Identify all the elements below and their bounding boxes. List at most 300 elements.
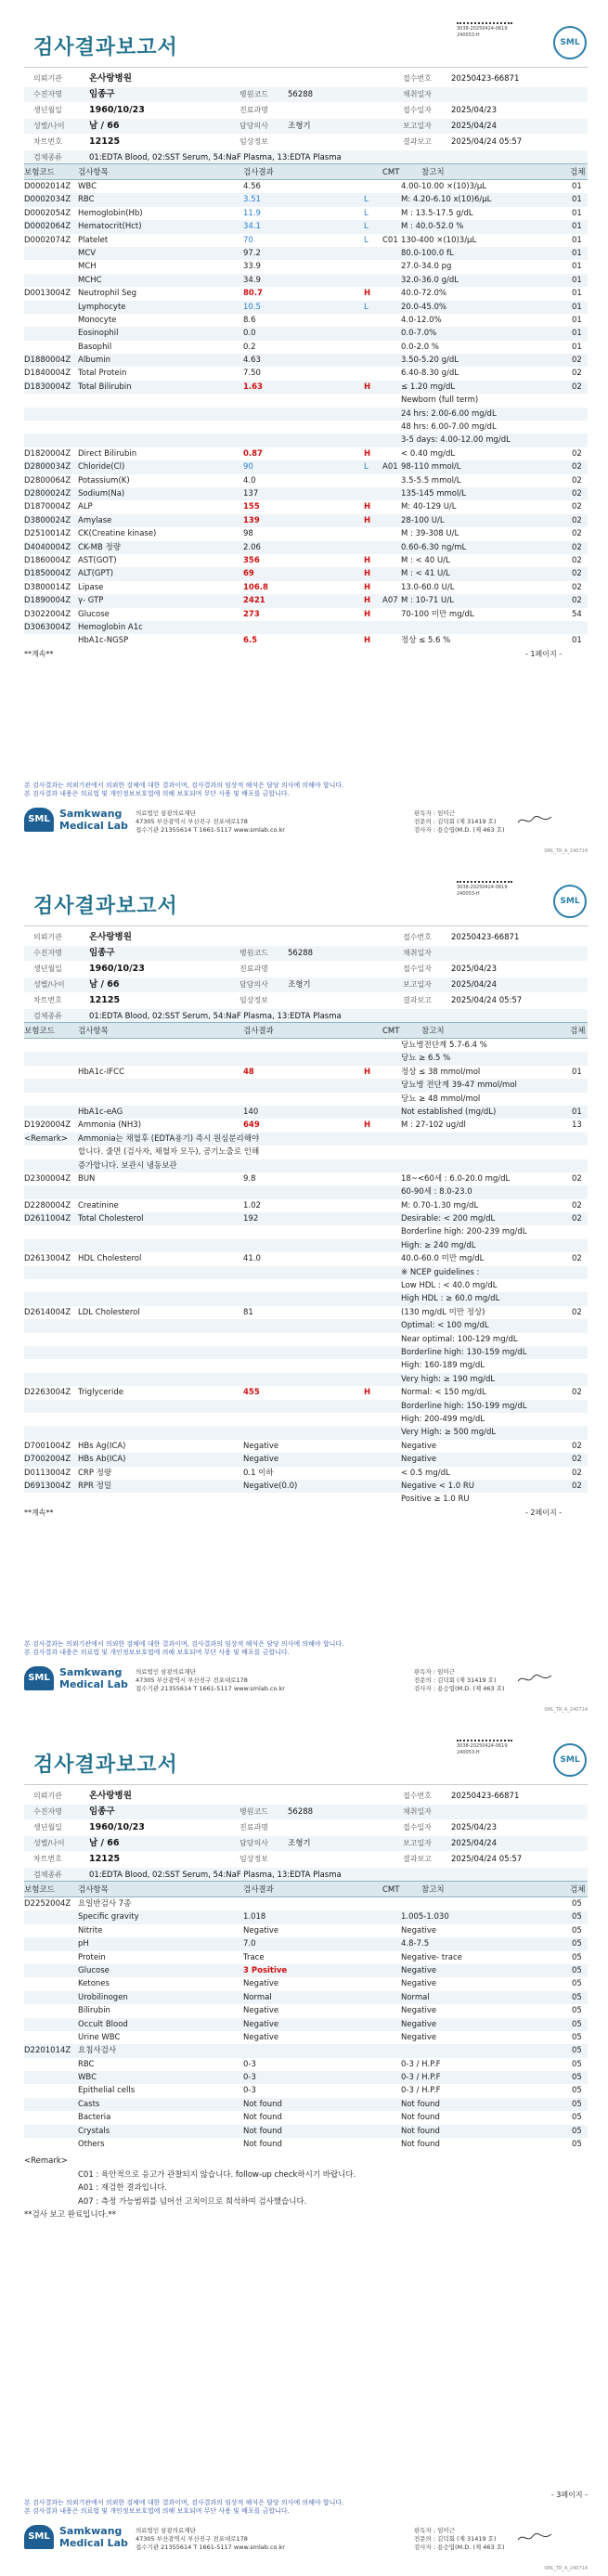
- cell-item: LDL Cholesterol: [78, 1307, 140, 1317]
- cell-ref: Not found: [401, 2126, 440, 2136]
- cell-code: D3063004Z: [24, 622, 71, 632]
- cell-ref: Negative: [401, 1965, 437, 1975]
- cell-ref: Desirable: < 200 mg/dL: [401, 1214, 496, 1224]
- cell-ref: (130 mg/dL 미만 정상): [401, 1307, 485, 1317]
- cell-result: 139: [243, 515, 260, 525]
- cell-code: D0013004Z: [24, 289, 71, 299]
- cell-ref: M : 10-71 U/L: [401, 596, 454, 606]
- cell-result: 192: [243, 1214, 259, 1224]
- cell-spec: 02: [572, 1254, 582, 1264]
- cell-code: D2300004Z: [24, 1173, 71, 1184]
- cell-result: 41.0: [243, 1254, 261, 1264]
- cell-ref: Normal: < 150 mg/dL: [401, 1388, 486, 1398]
- cell-result: 69: [243, 569, 254, 579]
- table-row: [24, 2018, 588, 2031]
- cell-spec: 05: [572, 1965, 582, 1975]
- table-row: [24, 1266, 588, 1279]
- table-row: [24, 421, 588, 434]
- sml-logo-icon: SML: [553, 26, 587, 59]
- cell-code: D2800034Z: [24, 462, 71, 472]
- cell-ref: 24 hrs: 2.00-6.00 mg/dL: [401, 408, 497, 419]
- results-table-header: 보험코드 검사항목 검사결과 CMT 참고치 검체: [24, 1881, 588, 1897]
- cell-spec: 01: [572, 342, 582, 352]
- cell-item: RBC: [78, 2059, 95, 2069]
- cell-spec: 05: [572, 1939, 582, 1949]
- cell-spec: 02: [572, 1468, 582, 1478]
- cell-spec: 05: [572, 1899, 582, 1909]
- table-row: [24, 1440, 588, 1453]
- cell-spec: 01: [572, 315, 582, 325]
- cell-result: 80.7: [243, 289, 263, 299]
- cell-result: 0.0: [243, 329, 256, 339]
- table-row: [24, 1413, 588, 1426]
- table-row: [24, 1333, 588, 1346]
- cell-result: 7.0: [243, 1939, 256, 1949]
- table-row: [24, 1119, 588, 1132]
- cell-ref: 4.00-10.00 ×(10)3/μL: [401, 182, 487, 191]
- cell-result: 34.9: [243, 275, 261, 285]
- cell-spec: 02: [572, 1481, 582, 1491]
- cell-item: CRP 정량: [78, 1468, 112, 1478]
- cell-result: 4.0: [243, 475, 256, 485]
- cell-item: Creatinine: [78, 1200, 119, 1210]
- cell-ref: 13.0-60.0 U/L: [401, 582, 455, 592]
- cell-ref: 28-100 U/L: [401, 515, 445, 525]
- cell-item: Sodium(Na): [78, 488, 125, 498]
- cell-ref: Not established (mg/dL): [401, 1107, 497, 1117]
- cell-ref: 40.0-60.0 미만 mg/dL: [401, 1254, 485, 1264]
- cell-code: D1820004Z: [24, 448, 71, 459]
- cell-ref: High: ≥ 240 mg/dL: [401, 1240, 476, 1250]
- report-title: 검사결과보고서: [33, 36, 178, 59]
- cell-item: Lipase: [78, 582, 104, 592]
- cell-flag: L: [364, 462, 369, 472]
- results-table-header: 보험코드 검사항목 검사결과 CMT 참고치 검체: [24, 1022, 588, 1039]
- cell-ref: 0-3 / H.P.F: [401, 2073, 441, 2083]
- cell-ref: 0-3 / H.P.F: [401, 2086, 441, 2096]
- lab-address: 의료법인 삼광의료재단 47305 부산광역시 부산진구 전포대로178 접수기관 21355614 T 1661-5117 www.smlab.co.kr: [136, 2527, 285, 2551]
- cell-result: 33.9: [243, 262, 261, 272]
- cell-ref: 60-90세 : 8.0-23.0: [401, 1187, 472, 1197]
- cell-item: 요침사검사: [78, 2046, 117, 2056]
- cell-ref: 48 hrs: 6.00-7.00 mg/dL: [401, 422, 497, 433]
- cell-ref: Negative: [401, 1979, 437, 1989]
- cell-item: HbA1c-eAG: [78, 1107, 123, 1117]
- cell-cmt: A01: [382, 462, 398, 472]
- table-row: [24, 314, 588, 327]
- table-row: [24, 2031, 588, 2044]
- sml-logo-icon: SML: [24, 2525, 54, 2549]
- cell-ref: High: 160-189 mg/dL: [401, 1361, 485, 1371]
- cell-result: 48: [243, 1067, 254, 1077]
- report-page-2: 검사결과보고서 3038-20250424-0619 240053-H SML 의뢰기관 온사랑병원 접수번호 20250423-66871 수진자명 임종구 병원코드 56288 채취일자 생년월일 1960/10/23 진료과명 접수일자 2025/04/23 성별/나이 남 / 66 담당의사 조형기 보고일자 2025/04/24 차트번호 12125 임상정보 결과보고 2025/04/24 05:57 검체종류 01:EDTA Blood, 02:SST Serum, 54:NaF Plasma, 13:EDTA Plasma 보험코드 검사항목 검사결과 CMT 참고치 검체 당뇨병전단계 5.7-6.4 % 당뇨 ≥ 6.5 % HbA1c-IFCC 48 H 정상 ≤ 38 mmol/mol 01 당뇨병 전단계 39-47 mmol/mol 당뇨 ≥ 48 mmol/mol HbA1c-eAG 140 Not established (mg/dL) 01 D1920004Z Ammonia (NH3) 649 H M : 27-102 ug/dl 13 <Remark> Ammonia는 채혈후 (EDTA용기) 즉시 원심분리해야 합니다. 줄면 (검사자, 채혈자 모두), 공기노출로 인해 증가합니다. 보관시 냉동보관 D2300004Z BUN 9.8 18~<60세 : 6.0-20.0 mg/dL 02 60-90세 : 8.0-23.0 D2280004Z Creatinine 1.02 M: 0.70-1.30 mg/dL 02 D2611004Z Total Cholesterol 192 Desirable: < 200 mg/dL 02 Borderline high: 200-239 mg/dL High: ≥ 240 mg/dL D2613004Z HDL Cholesterol 41.0 40.0-60.0 미만 mg/dL 02 ※ NCEP guidelines : Low HDL : < 40.0 mg/dL High HDL : ≥ 60.0 mg/dL D2614004Z LDL Cholesterol 81 (130 mg/dL 미만 정상) 02 Optimal: < 100 mg/dL Near optimal: 100-129 mg/dL Borderline high: 130-159 mg/dL High: 160-189 mg/dL Very high: ≥ 190 mg/dL D2263004Z Triglyceride 455 H Normal: < 150 mg/dL 02 Borderline high: 150-199 mg/dL High: 200-499 mg/dL Very High: ≥ 500 mg/dL D7001004Z HBs Ag(ICA) Negative Negative 02 D7002004Z HBs Ab(ICA) Negative Negative 02 D0113004Z CRP 정량 0.1 이하 < 0.5 mg/dL 02 D6913004Z RPR 정밀 Negative(0.0) Negative < 1.0 RU 02 Positive ≥ 1.0 RU **계속** - 2페이지 -: [0, 859, 608, 1717]
- cell-spec: 05: [572, 2086, 582, 2096]
- cell-flag: H: [364, 515, 371, 525]
- table-row: [24, 1897, 588, 1910]
- cell-spec: 02: [572, 488, 582, 498]
- table-row: [24, 500, 588, 513]
- cell-ref: Very High: ≥ 500 mg/dL: [401, 1428, 497, 1438]
- cell-spec: 02: [572, 462, 582, 472]
- table-row: [24, 193, 588, 206]
- cell-spec: 01: [572, 329, 582, 339]
- cell-ref: 4.8-7.5: [401, 1939, 430, 1949]
- cell-result: 273: [243, 609, 260, 619]
- lab-footer: [24, 2521, 588, 2564]
- cell-spec: 01: [572, 182, 582, 191]
- table-row: [24, 1951, 588, 1964]
- cell-ref: ≤ 1.20 mg/dL: [401, 382, 456, 392]
- cell-spec: 02: [572, 596, 582, 606]
- cell-ref: Negative < 1.0 RU: [401, 1481, 475, 1491]
- hospital-name: 온사랑병원: [89, 73, 132, 84]
- table-row: [24, 1467, 588, 1480]
- cell-ref: 당뇨 ≥ 6.5 %: [401, 1054, 451, 1064]
- cell-code: D2613004Z: [24, 1254, 71, 1264]
- cell-flag: H: [364, 596, 371, 606]
- table-row: [24, 541, 588, 554]
- cell-spec: 01: [572, 302, 582, 312]
- cell-code: D0113004Z: [24, 1468, 71, 1478]
- table-row: [24, 1146, 588, 1159]
- cell-result: Negative: [243, 1455, 279, 1465]
- cell-result: 81: [243, 1307, 253, 1317]
- cell-ref: 3.50-5.20 g/dL: [401, 356, 459, 366]
- cell-result: 97.2: [243, 248, 261, 258]
- cell-result: Negative: [243, 1925, 279, 1935]
- cell-item: MCHC: [78, 275, 102, 285]
- cell-result: 356: [243, 555, 260, 565]
- cell-spec: 05: [572, 2059, 582, 2069]
- cell-spec: 02: [572, 542, 582, 552]
- results-table-page-3: [24, 1897, 588, 2151]
- results-table-page-1: [24, 180, 588, 648]
- cell-item: RPR 정밀: [78, 1481, 112, 1491]
- cell-item: AST(GOT): [78, 555, 117, 565]
- remark-line: A01 : 재검한 결과입니다.: [78, 2183, 167, 2194]
- cell-code: D2611004Z: [24, 1214, 71, 1224]
- cell-result: 1.018: [243, 1912, 266, 1922]
- cell-ref: Positive ≥ 1.0 RU: [401, 1495, 470, 1505]
- cell-spec: 01: [572, 235, 582, 245]
- cell-item: CK(Creatine kinase): [78, 529, 157, 539]
- cell-code: D1830004Z: [24, 382, 71, 392]
- cell-result: 0.87: [243, 448, 263, 459]
- cell-spec: 05: [572, 2140, 582, 2150]
- table-row: [24, 487, 588, 500]
- lab-footer: [24, 1663, 588, 1705]
- sml-logo-icon: SML: [24, 808, 54, 832]
- cell-result: Negative: [243, 2032, 279, 2042]
- cell-item: Crystals: [78, 2126, 110, 2136]
- cell-code: D0002064Z: [24, 222, 71, 232]
- table-row: [24, 1172, 588, 1185]
- table-row: [24, 274, 588, 287]
- cell-ref: High HDL : ≥ 60.0 mg/dL: [401, 1294, 500, 1304]
- cell-ref: Not found: [401, 2099, 440, 2109]
- table-row: [24, 1480, 588, 1493]
- cell-item: Amylase: [78, 515, 112, 525]
- cell-flag: H: [364, 609, 371, 619]
- table-row: [24, 207, 588, 220]
- cell-spec: 02: [572, 502, 582, 512]
- table-row: [24, 1400, 588, 1413]
- cell-result: 7.50: [243, 369, 261, 379]
- cell-result: 155: [243, 502, 260, 512]
- table-row: [24, 408, 588, 421]
- table-row: [24, 381, 588, 394]
- cell-cmt: A07: [382, 596, 398, 606]
- cell-ref: Optimal: < 100 mg/dL: [401, 1321, 489, 1331]
- table-row: [24, 1225, 588, 1238]
- table-row: [24, 2111, 588, 2124]
- page-number: - 3페이지 -: [550, 2491, 588, 2499]
- cell-result: 11.9: [243, 208, 261, 218]
- remark-title: <Remark>: [24, 2156, 68, 2167]
- report-title: 검사결과보고서: [33, 1754, 178, 1777]
- table-row: [24, 634, 588, 647]
- cell-ref: Negative: [401, 1925, 437, 1935]
- cell-item: 증가합니다. 보관시 냉동보관: [78, 1160, 177, 1171]
- cell-ref: 135-145 mmol/L: [401, 488, 466, 498]
- cell-ref: Borderline high: 150-199 mg/dL: [401, 1401, 527, 1411]
- lab-name: Samkwang Medical Lab: [59, 2525, 128, 2549]
- cell-ref: Near optimal: 100-129 mg/dL: [401, 1334, 518, 1344]
- cell-ref: 27.0-34.0 pg: [401, 262, 452, 272]
- cell-spec: 01: [572, 248, 582, 258]
- cell-result: 1.02: [243, 1200, 261, 1210]
- results-table-header: 보험코드 검사항목 검사결과 CMT 참고치 검체: [24, 163, 588, 180]
- table-row: [24, 581, 588, 594]
- table-row: [24, 1977, 588, 1990]
- table-row: [24, 1279, 588, 1292]
- cell-ref: M : 39-308 U/L: [401, 529, 459, 539]
- cell-spec: 01: [572, 195, 582, 205]
- cell-item: Ammonia (NH3): [78, 1120, 142, 1131]
- table-row: [24, 260, 588, 273]
- cell-spec: 02: [572, 475, 582, 485]
- cell-item: Urine WBC: [78, 2032, 121, 2042]
- cell-result: 2421: [243, 596, 265, 606]
- table-row: [24, 1346, 588, 1359]
- lab-name: Samkwang Medical Lab: [59, 808, 128, 832]
- cell-code: D4040004Z: [24, 542, 71, 552]
- lab-address: 의료법인 삼광의료재단 47305 부산광역시 부산진구 전포대로178 접수기관 21355614 T 1661-5117 www.smlab.co.kr: [136, 809, 285, 834]
- cell-spec: 13: [572, 1120, 582, 1131]
- cell-result: Negative: [243, 2019, 279, 2029]
- cell-spec: 02: [572, 1214, 582, 1224]
- cell-spec: 54: [572, 609, 582, 619]
- table-row: [24, 1159, 588, 1172]
- cell-flag: H: [364, 1388, 371, 1398]
- table-row: [24, 594, 588, 607]
- cell-ref: 130-400 ×(10)3/μL: [401, 235, 477, 245]
- cell-result: 2.06: [243, 542, 261, 552]
- cell-code: D7001004Z: [24, 1441, 71, 1451]
- cell-spec: 01: [572, 275, 582, 285]
- cell-ref: Negative: [401, 2006, 437, 2016]
- cell-ref: Borderline high: 130-159 mg/dL: [401, 1347, 527, 1357]
- cell-spec: 05: [572, 2113, 582, 2123]
- cell-result: 140: [243, 1107, 259, 1117]
- cell-result: Not found: [243, 2113, 282, 2123]
- cell-code: D2263004Z: [24, 1388, 71, 1398]
- footnote: 본 검사결과는 의뢰기관에서 의뢰한 검체에 대한 결과이며, 검사결과의 임상적 해석은 담당 의사에 의해야 합니다. 본 검사결과 내용은 의료법 및 개인정보보호법에 의해 보호되며 무단 사용 및 배포를 금합니다.: [24, 2499, 344, 2515]
- table-row: [24, 1964, 588, 1977]
- cell-item: WBC: [78, 2073, 97, 2083]
- sml-logo-icon: SML: [553, 885, 587, 918]
- table-row: [24, 247, 588, 260]
- cell-spec: 05: [572, 1992, 582, 2002]
- cell-item: HbA1c-IFCC: [78, 1067, 125, 1077]
- form-code: SML_TR_A_240714: [544, 2566, 588, 2571]
- cell-spec: 05: [572, 2006, 582, 2016]
- cell-code: D1860004Z: [24, 555, 71, 565]
- table-row: [24, 1212, 588, 1225]
- cell-ref: 정상 ≤ 38 mmol/mol: [401, 1067, 481, 1077]
- cell-item: CK-MB 정량: [78, 542, 121, 552]
- table-row: [24, 1039, 588, 1052]
- cell-code: D3022004Z: [24, 609, 71, 619]
- cell-result: 0-3: [243, 2059, 256, 2069]
- cell-item: Neutrophil Seg: [78, 289, 137, 299]
- cell-item: ALP: [78, 502, 93, 512]
- cell-ref: 4.0-12.0%: [401, 315, 442, 325]
- cell-spec: 05: [572, 1925, 582, 1935]
- table-row: [24, 234, 588, 247]
- table-row: [24, 341, 588, 354]
- cell-ref: M : 27-102 ug/dl: [401, 1120, 466, 1131]
- cell-flag: H: [364, 448, 371, 459]
- cell-flag: L: [364, 208, 369, 218]
- cell-result: 455: [243, 1388, 260, 1398]
- cell-ref: 0.60-6.30 ng/mL: [401, 542, 467, 552]
- cell-code: D1890004Z: [24, 596, 71, 606]
- cell-ref: Low HDL : < 40.0 mg/dL: [401, 1281, 498, 1291]
- cell-item: Others: [78, 2140, 105, 2150]
- cell-result: 6.5: [243, 636, 258, 646]
- cell-spec: 05: [572, 2032, 582, 2042]
- cell-spec: 02: [572, 369, 582, 379]
- cell-code: D1850004Z: [24, 569, 71, 579]
- table-row: [24, 1386, 588, 1399]
- cell-item: Ammonia는 채혈후 (EDTA용기) 즉시 원심분리해야: [78, 1133, 260, 1144]
- table-row: [24, 1066, 588, 1079]
- cell-spec: 02: [572, 529, 582, 539]
- cell-item: Glucose: [78, 1965, 110, 1975]
- cell-result: 8.6: [243, 315, 256, 325]
- cell-code: D2201014Z: [24, 2046, 71, 2056]
- cell-spec: 05: [572, 2099, 582, 2109]
- cell-ref: Borderline high: 200-239 mg/dL: [401, 1227, 527, 1237]
- cell-item: Protein: [78, 1952, 106, 1962]
- signatures: 판독자 : 임미근 전문의 : 김덕회 (제 31419 호) 검사자 : 용승엽(M.D. (제 463 호): [414, 1668, 505, 1692]
- remark-line: C01 : 육안적으로 응고가 관찰되지 않습니다. follow-up check하시기 바랍니다.: [78, 2169, 356, 2180]
- cell-ref: 0.0-7.0%: [401, 329, 437, 339]
- barcode: 3038-20250424-0619 240053-H: [457, 881, 512, 898]
- cell-spec: 05: [572, 1979, 582, 1989]
- cell-code: D1920004Z: [24, 1120, 71, 1131]
- cell-item: Hemoglobin A1c: [78, 622, 143, 632]
- cell-flag: H: [364, 382, 371, 392]
- table-row: [24, 1252, 588, 1265]
- signatures: 판독자 : 임미근 전문의 : 김덕회 (제 31419 호) 검사자 : 용승엽(M.D. (제 463 호): [414, 809, 505, 834]
- footnote: 본 검사결과는 의뢰기관에서 의뢰한 검체에 대한 결과이며, 검사결과의 임상적 해석은 담당 의사에 의해야 합니다. 본 검사결과 내용은 의료법 및 개인정보보호법에 의해 보호되며 무단 사용 및 배포를 금합니다.: [24, 782, 344, 797]
- table-row: [24, 1924, 588, 1937]
- cell-item: pH: [78, 1939, 89, 1949]
- cell-result: 0.2: [243, 342, 256, 352]
- table-row: [24, 287, 588, 300]
- cell-ref: Not found: [401, 2113, 440, 2123]
- report-page-1: 검사결과보고서 3038-20250424-0619 240053-H SML 의뢰기관 온사랑병원 접수번호 20250423-66871 수진자명 임종구 병원코드 56288 채취일자 생년월일 1960/10/23 진료과명 접수일자 2025/04/23 성별/나이 남 / 66 담당의사 조형기 보고일자 2025/04/24 차트번호 12125 임상정보 결과보고 2025/04/24 05:57 검체종류 01:EDTA Blood, 02:SST Serum, 54:NaF Plasma, 13:EDTA Plasma 보험코드 검사항목 검사결과 CMT 참고치 검체 D0002014Z WBC 4.56 4.00-10.00 ×(10)3/μL 01 D0002034Z RBC 3.51 L M: 4.20-6.10 x(10)6/μL 01 D0002054Z Hemoglobin(Hb) 11.9 L M : 13.5-17.5 g/dL 01 D0002064Z Hematocrit(Hct) 34.1 L M : 40.0-52.0 % 01 D0002074Z Platelet 70 L C01 130-400 ×(10)3/μL 01 MCV 97.2 80.0-100.0 fL 01 MCH 33.9 27.0-34.0 pg 01 MCHC 34.9 32.0-36.0 g/dL 01 D0013004Z Neutrophil Seg 80.7 H 40.0-72.0% 01 Lymphocyte 10.5 L 20.0-45.0% 01 Monocyte 8.6 4.0-12.0% 01 Eosinophil 0.0 0.0-7.0% 01 Basophil 0.2 0.0-2.0 % 01 D1880004Z Albumin 4.63 3.50-5.20 g/dL 02 D1840004Z Total Protein 7.50 6.40-8.30 g/dL 02 D1830004Z Total Bilirubin 1.63 H ≤ 1.20 mg/dL 02 Newborn (full term) 24 hrs: 2.00-6.00 mg/dL 48 hrs: 6.00-7.00 mg/dL 3-5 days: 4.00-12.00 mg/dL D1820004Z Direct Bilirubin 0.87 H < 0.40 mg/dL 02 D2800034Z Chloride(Cl) 90 L A01 98-110 mmol/L 02 D2800064Z Potassium(K) 4.0 3.5-5.5 mmol/L 02 D2800024Z Sodium(Na) 137 135-145 mmol/L 02 D1870004Z ALP 155 H M: 40-129 U/L 02 D3800024Z Amylase 139 H 28-100 U/L 02 D2510014Z CK(Creatine kinase) 98 M : 39-308 U/L 02 D4040004Z CK-MB 정량 2.06 0.60-6.30 ng/mL 02 D1860004Z AST(GOT) 356 H M : < 40 U/L 02 D1850004Z ALT(GPT) 69 H M : < 41 U/L 02 D3800014Z Lipase 106.8 H 13.0-60.0 U/L 02 D1890004Z γ- GTP 2421 H A07 M : 10-71 U/L 02 D3022004Z Glucose 273 H 70-100 미만 mg/dL 54 D3063004Z Hemoglobin A1c HbA1c-NGSP 6.5 H 정상 ≤ 5.6 % 01 **계속** - 1페이지 -: [0, 0, 608, 859]
- cell-ref: Negative: [401, 1441, 437, 1451]
- cell-spec: 01: [572, 1067, 582, 1077]
- table-row: [24, 1493, 588, 1506]
- cell-result: Not found: [243, 2140, 282, 2150]
- cell-code: D2800024Z: [24, 488, 71, 498]
- cell-item: Albumin: [78, 356, 110, 366]
- cell-code: D1880004Z: [24, 356, 71, 366]
- table-row: [24, 621, 588, 634]
- table-row: [24, 1426, 588, 1439]
- cell-result: 1.63: [243, 382, 263, 392]
- cell-ref: Normal: [401, 1992, 430, 2002]
- cell-code: D0002054Z: [24, 208, 71, 218]
- table-row: [24, 434, 588, 447]
- form-code: SML_TR_A_240714: [544, 1707, 588, 1713]
- table-row: [24, 1373, 588, 1386]
- table-row: [24, 567, 588, 580]
- cell-ref: ※ NCEP guidelines :: [401, 1267, 480, 1277]
- cell-code: D0002014Z: [24, 182, 71, 191]
- cell-ref: M : < 40 U/L: [401, 555, 450, 565]
- table-row: [24, 460, 588, 473]
- table-row: [24, 1239, 588, 1252]
- sml-logo-icon: SML: [553, 1743, 587, 1777]
- cell-item: 요일반검사 7종: [78, 1899, 132, 1909]
- cell-spec: 02: [572, 569, 582, 579]
- cell-code: D3800014Z: [24, 582, 71, 592]
- cell-ref: Negative: [401, 1455, 437, 1465]
- table-row: [24, 608, 588, 621]
- cell-ref: Newborn (full term): [401, 395, 479, 406]
- sml-logo-icon: SML: [24, 1666, 54, 1690]
- table-row: [24, 1106, 588, 1119]
- cell-code: D0002074Z: [24, 235, 71, 245]
- cell-ref: 당뇨병 전단계 39-47 mmol/mol: [401, 1081, 517, 1091]
- cell-result: 0-3: [243, 2073, 256, 2083]
- cell-code: D1870004Z: [24, 502, 71, 512]
- cell-ref: M: 40-129 U/L: [401, 502, 457, 512]
- cell-item: Hematocrit(Hct): [78, 222, 142, 232]
- cell-item: HBs Ab(ICA): [78, 1455, 126, 1465]
- receipt-number: 20250423-66871: [451, 74, 520, 84]
- cell-result: Not found: [243, 2099, 282, 2109]
- barcode: 3038-20250424-0619 240053-H: [457, 22, 512, 39]
- table-row: [24, 1079, 588, 1092]
- cell-code: D2800064Z: [24, 475, 71, 485]
- cell-spec: 01: [572, 1107, 582, 1117]
- table-row: [24, 1133, 588, 1146]
- signatures: 판독자 : 임미근 전문의 : 김덕회 (제 31419 호) 검사자 : 용승엽(M.D. (제 463 호): [414, 2527, 505, 2551]
- cell-result: Negative: [243, 1979, 279, 1989]
- cell-flag: L: [364, 195, 369, 205]
- cell-code: <Remark>: [24, 1133, 68, 1144]
- cell-ref: M : 13.5-17.5 g/dL: [401, 208, 473, 218]
- lab-name: Samkwang Medical Lab: [59, 1666, 128, 1690]
- cell-ref: Not found: [401, 2140, 440, 2150]
- cell-flag: H: [364, 569, 371, 579]
